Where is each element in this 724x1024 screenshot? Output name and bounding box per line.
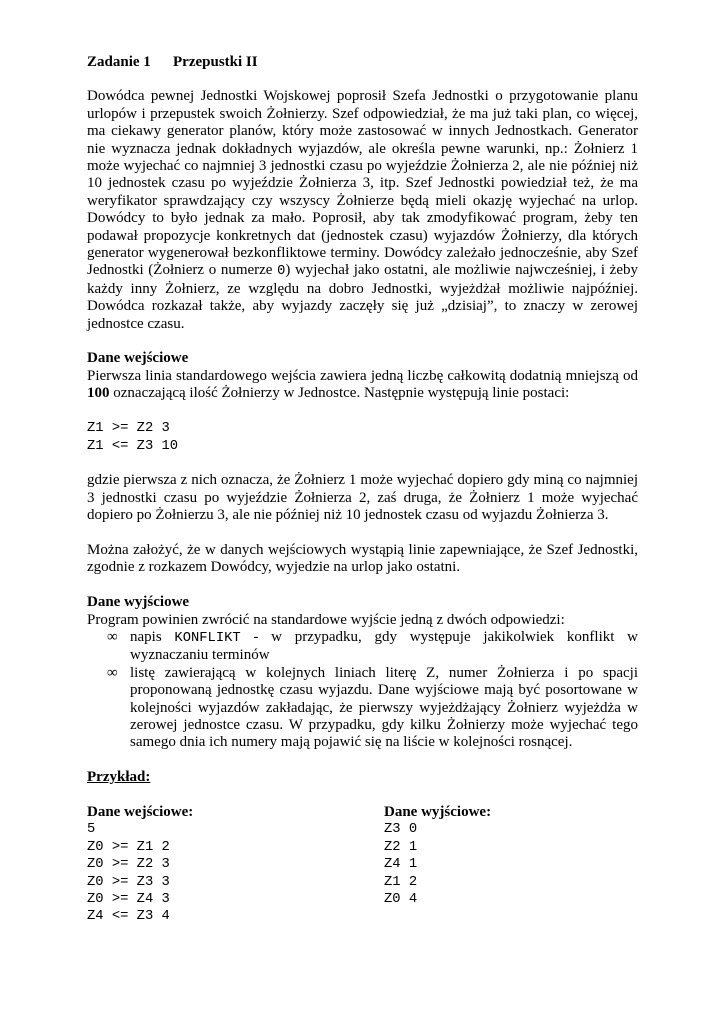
bullet-1-text-1: napis <box>130 628 175 645</box>
example-heading: Przykład: <box>87 769 151 786</box>
code-line: Z4 1 <box>384 857 418 873</box>
output-options-list <box>87 629 638 752</box>
code-line: Z0 4 <box>384 891 418 907</box>
input-bold-number: 100 <box>87 385 110 402</box>
example-input-heading: Dane wejściowe: <box>87 803 194 820</box>
example-output-heading: Dane wyjściowe: <box>384 803 492 820</box>
list-item <box>87 629 638 665</box>
infinity-bullet-icon: ∞ <box>107 628 118 645</box>
example-output-code <box>384 821 634 908</box>
example-input-code <box>87 821 384 925</box>
input-text-2: oznaczającą ilość Żołnierzy w Jednostce. Następnie występują linie postaci: <box>109 385 570 402</box>
bullet-2-text: listę zawierającą w kolejnych liniach literę Z, numer Żołnierza i po spacji proponowaną jednostkę czasu wyjazdu. Dane wyjściowe mają być posortowane w kolejności wyjazdów zakładając, że pierwszy wyjeżdżający Żołnierz wyjeżdża w zerowej jednostce czasu. W przypadku, gdy kilku Żołnierzy może wyjechać tego samego dnia ich numery mają pojawić się na liście w kolejności rosnącej. <box>130 664 638 751</box>
intro-paragraph <box>87 88 638 333</box>
code-line: Z3 0 <box>384 822 418 838</box>
input-text-1: Pierwsza linia standardowego wejścia zawiera jedną liczbę całkowitą dodatnią mniejszą od <box>87 367 638 384</box>
bullet-1-text-2: - w przypadku, gdy występuje jakikolwiek konflikt w wyznaczaniu terminów <box>130 628 639 664</box>
example-output-column <box>384 804 634 926</box>
code-line: Z0 >= Z1 2 <box>87 839 170 855</box>
output-heading: Dane wyjściowe <box>87 594 190 611</box>
task-title <box>87 54 638 71</box>
example-columns <box>87 804 638 926</box>
code-line: Z1 2 <box>384 874 418 890</box>
code-line: Z4 <= Z3 4 <box>87 909 170 925</box>
intro-text-1: Dowódca pewnej Jednostki Wojskowej poprosił Szefa Jednostki o przygotowanie planu urlopów i przepustek swoich Żołnierzy. Szef odpowiedział, że ma już taki plan, co więcej, ma ciekawy generator planów, który może zastosować w innych Jednostkach. Generator nie wyznacza jednak dokładnych wyjazdów, ale określa pewne warunki, np.: Żołnierz 1 może wyjechać co najmniej 3 jednostki czasu po wyjeździe Żołnierza 2, ale nie później niż 10 jednostek czasu po wyjeździe Żołnierza 3, itp. Szef Jednostki powiedział też, że ma weryfikator sprawdzający czy wszyscy Żołnierze będą mieli okazję wyjechać na urlop. Dowódcy to było jednak za mało. Poprosił, aby tak zmodyfikować program, żeby ten podawał propozycje konkretnych dat (jednostek czasu) wyjazdów Żołnierzy, dla których generator wygenerował bezkonfliktowe terminy. Dowódcy zależało jednocześnie, aby Szef Jednostki (Żołnierz o numerze <box>87 88 638 279</box>
input-code-block <box>87 420 638 455</box>
code-line: Z2 1 <box>384 839 418 855</box>
code-line: Z1 <= Z3 10 <box>87 438 179 454</box>
input-paragraph-3: Można założyć, że w danych wejściowych wystąpią linie zapewniające, że Szef Jednostki, zgodnie z rozkazem Dowódcy, wyjedzie na urlop jako ostatni. <box>87 541 638 576</box>
code-line: Z0 >= Z3 3 <box>87 874 170 890</box>
code-line: Z0 >= Z2 3 <box>87 857 170 873</box>
list-item <box>87 665 638 752</box>
input-paragraph-2: gdzie pierwsza z nich oznacza, że Żołnierz 1 może wyjechać dopiero gdy miną co najmniej 3 jednostki czasu po wyjeździe Żołnierza 2, zaś druga, że Żołnierz 1 może wyjechać dopiero po Żołnierzu 3, ale nie później niż 10 jednostek czasu od wyjazdu Żołnierza 3. <box>87 472 638 524</box>
intro-text-2: ) wyjechał jako ostatni, ale możliwie najwcześniej, i żeby każdy inny Żołnierz, ze względu na dobro Jednostki, wyjeżdżał możliwie najpóźniej. Dowódca rozkazał także, aby wyjazdy zaczęły się już „dzisiaj”, to znaczy w zerowej jednostce czasu. <box>87 262 638 332</box>
code-line: Z0 >= Z4 3 <box>87 891 170 907</box>
input-heading: Dane wejściowe <box>87 350 189 367</box>
input-paragraph-1 <box>87 368 638 403</box>
code-line: 5 <box>87 822 96 838</box>
task-name: Przepustki II <box>173 54 258 70</box>
example-input-column <box>87 804 384 926</box>
konflikt-code: KONFLIKT <box>174 630 241 646</box>
code-line: Z1 >= Z2 3 <box>87 421 170 437</box>
output-paragraph: Program powinien zwrócić na standardowe wyjście jedną z dwóch odpowiedzi: <box>87 611 565 628</box>
intro-zero-code: 0 <box>277 264 286 280</box>
task-number: Zadanie 1 <box>87 54 151 70</box>
infinity-bullet-icon: ∞ <box>107 664 118 681</box>
